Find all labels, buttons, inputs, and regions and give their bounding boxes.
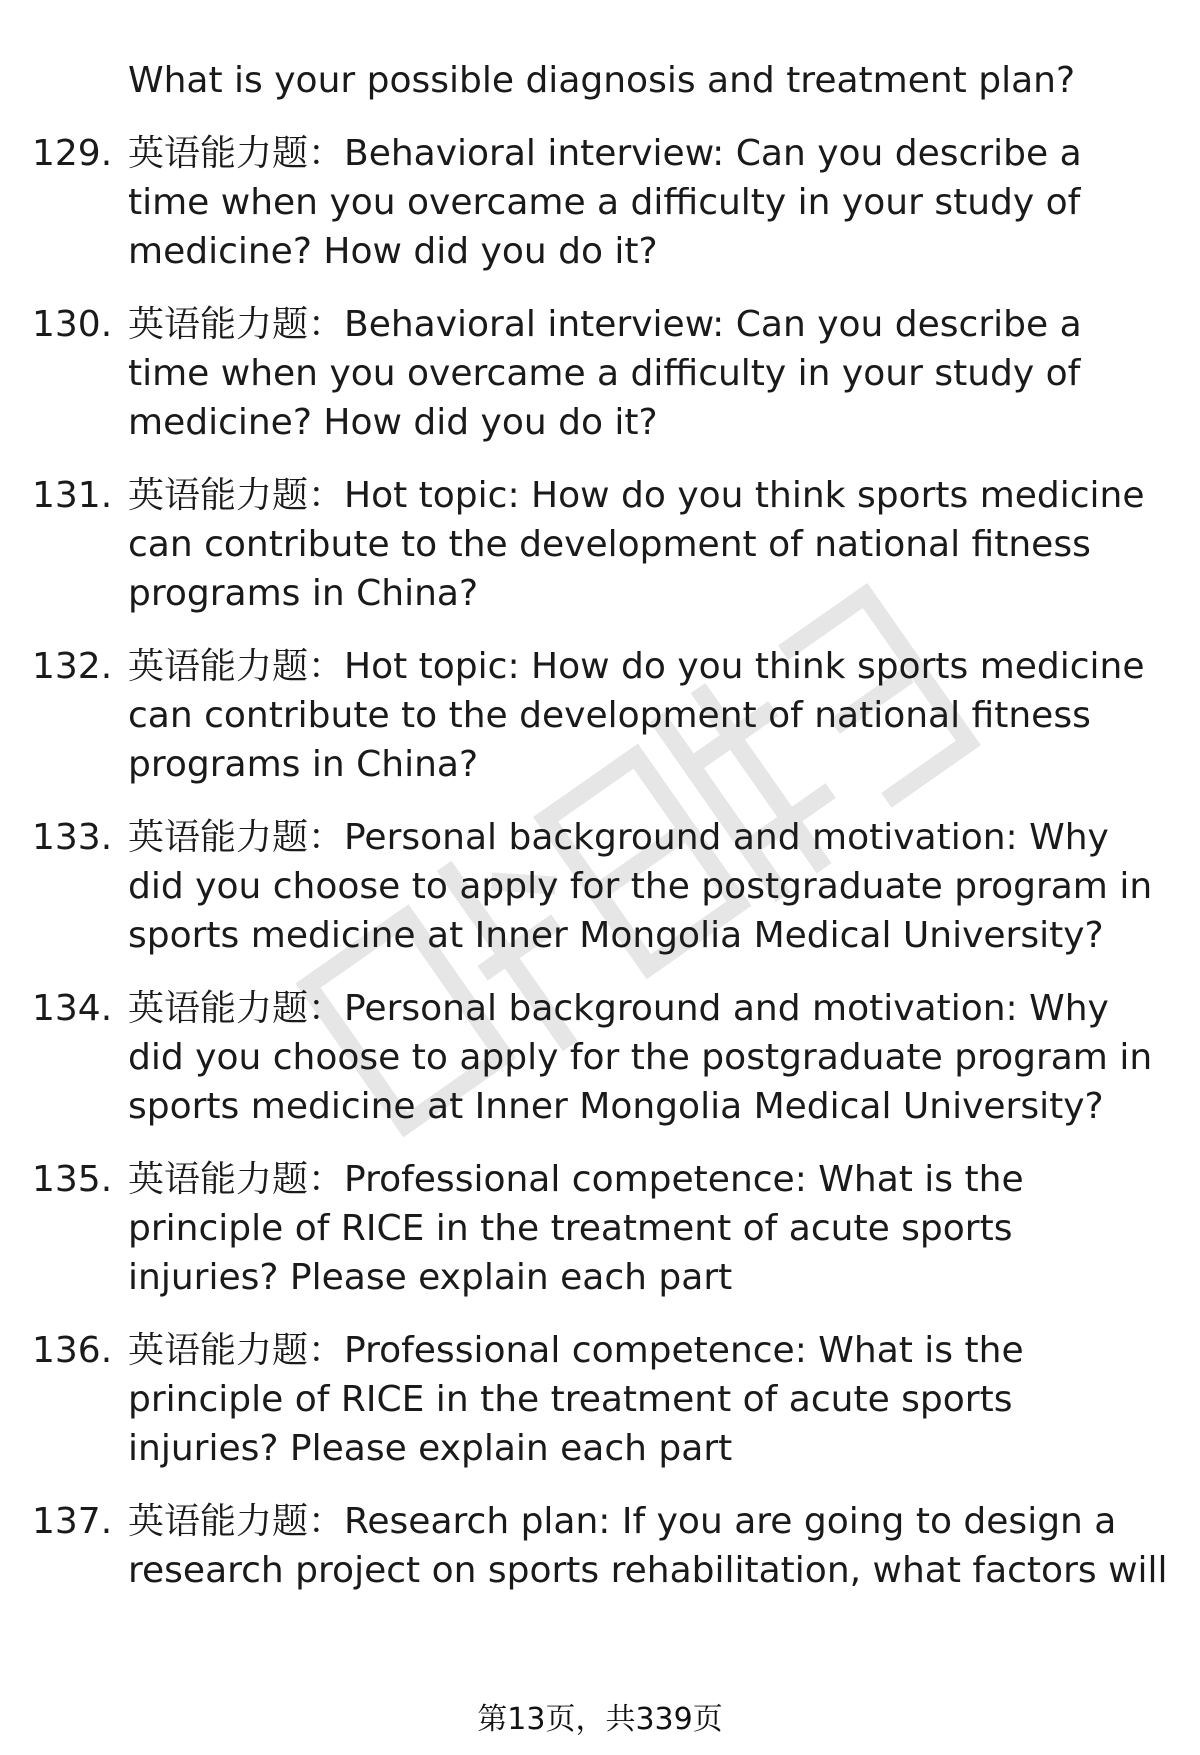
page-footer: 第13页，共339页 bbox=[477, 1702, 723, 1737]
question-item bbox=[0, 813, 1173, 960]
question-item bbox=[0, 1326, 1173, 1473]
question-text: 英语能力题：Personal background and motivation: Why did you choose to apply for the postgraduate program in sports medicine at Inner Mongolia Medical University? bbox=[128, 988, 1153, 1127]
question-item bbox=[0, 1497, 1173, 1595]
question-number: 130. bbox=[32, 304, 113, 345]
question-text: 英语能力题：Hot topic: How do you think sports medicine can contribute to the development of national fitness programs in China? bbox=[128, 646, 1145, 785]
question-text: 英语能力题：Research plan: If you are going to design a research project on sports rehabilitation, what factors will bbox=[128, 1501, 1168, 1591]
question-text: 英语能力题：Professional competence: What is the principle of RICE in the treatment of acute sports injuries? Please explain each part bbox=[128, 1159, 1024, 1298]
question-text: 英语能力题：Behavioral interview: Can you describe a time when you overcame a difficulty in your study of medicine? How did you do it? bbox=[128, 133, 1082, 272]
question-number: 134. bbox=[32, 988, 113, 1029]
question-item bbox=[0, 300, 1173, 447]
question-item bbox=[0, 642, 1173, 789]
question-item bbox=[0, 471, 1173, 618]
document-body bbox=[0, 56, 1200, 1595]
question-number: 129. bbox=[32, 133, 113, 174]
question-number: 132. bbox=[32, 646, 113, 687]
question-item bbox=[0, 1155, 1173, 1302]
question-text: 英语能力题：Behavioral interview: Can you describe a time when you overcame a difficulty in your study of medicine? How did you do it? bbox=[128, 304, 1082, 443]
question-list bbox=[0, 129, 1200, 1595]
question-number: 137. bbox=[32, 1501, 113, 1542]
continuation-text: What is your possible diagnosis and treatment plan? bbox=[128, 60, 1076, 101]
question-number: 136. bbox=[32, 1330, 113, 1371]
question-number: 131. bbox=[32, 475, 113, 516]
question-item bbox=[0, 129, 1173, 276]
question-text: 英语能力题：Professional competence: What is the principle of RICE in the treatment of acute sports injuries? Please explain each part bbox=[128, 1330, 1024, 1469]
question-number: 135. bbox=[32, 1159, 113, 1200]
question-number: 133. bbox=[32, 817, 113, 858]
question-text: 英语能力题：Personal background and motivation: Why did you choose to apply for the postgraduate program in sports medicine at Inner Mongolia Medical University? bbox=[128, 817, 1153, 956]
question-item bbox=[0, 984, 1173, 1131]
question-text: 英语能力题：Hot topic: How do you think sports medicine can contribute to the development of national fitness programs in China? bbox=[128, 475, 1145, 614]
